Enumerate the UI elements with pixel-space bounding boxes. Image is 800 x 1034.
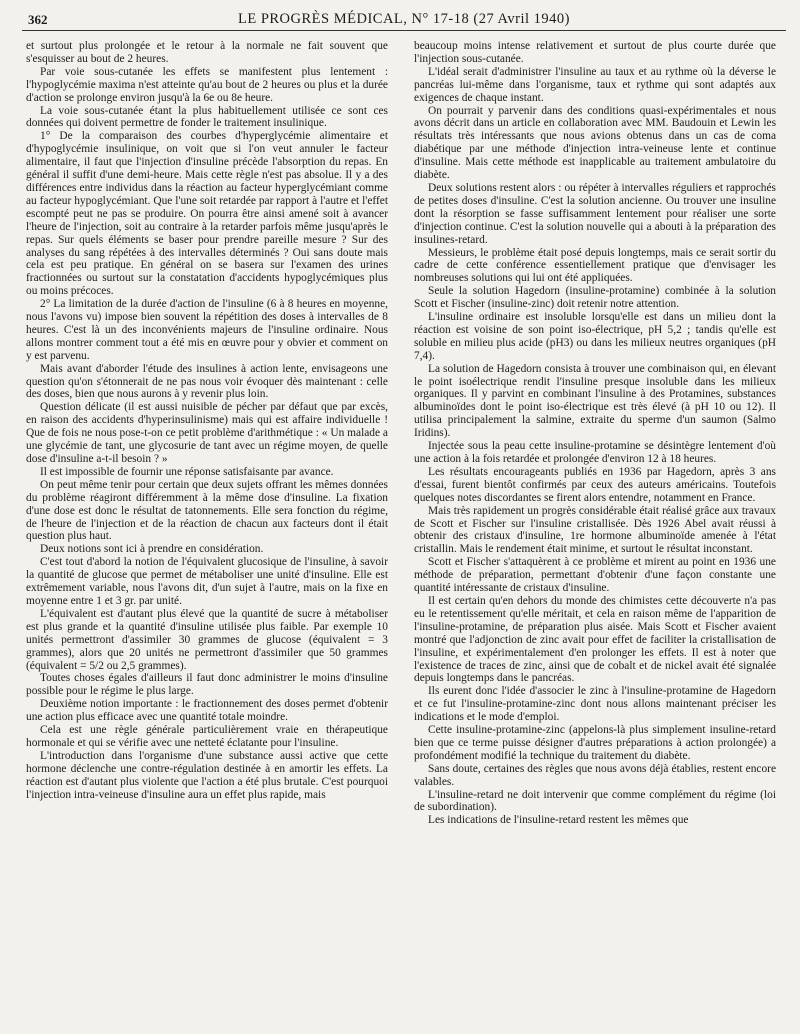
paragraph: On pourrait y parvenir dans des conditions quasi-expérimentales et nous avons décrit dans un article en collaboration avec MM. Baudouin et Lewin les résultats très intéressants que nous avions obtenus dans un cas de coma diabétique par une méthode d'injection intra-veineuse lente et continue d'insuline. Mais cette méthode est inapplicable au traitement ambulatoire du diabète. <box>414 104 776 182</box>
paragraph: Scott et Fischer s'attaquèrent à ce problème et mirent au point en 1936 une méthode de préparation, permettant d'obtenir d'une façon constante une quantité intéressante de cristaux d'insuline. <box>414 556 776 595</box>
paragraph: Deuxième notion importante : le fractionnement des doses permet d'obtenir une action plus efficace avec une quantité totale moindre. <box>26 698 388 724</box>
paragraph: Mais très rapidement un progrès considérable était réalisé grâce aux travaux de Scott et Fischer sur l'insuline cristallisée. Dès 1926 Abel avait réussi à obtenir des cristaux d'insuline, 1re hormone albuminoïde amenée à l'état cristallin. Mais le rendement était minime, et surtout le résultat inconstant. <box>414 504 776 556</box>
paragraph: L'insuline-retard ne doit intervenir que comme complément du régime (loi de subordination). <box>414 788 776 814</box>
paragraph: La solution de Hagedorn consista à trouver une combinaison qui, en élevant le point isoélectrique rendit l'insuline presque insoluble dans les milieux organiques. Il y parvint en combinant l'insuline à des Protamines, substances albuminoïdes dont le point iso-électrique est très élevé (à pH 10 ou 12). Il utilisa principalement la salmine, extraite du sperme d'un saumon (Salmo Iridins). <box>414 362 776 440</box>
paragraph: Les résultats encourageants publiés en 1936 par Hagedorn, après 3 ans d'essai, furent bientôt confirmés par ceux des auteurs américains. Toutefois quelques notes discordantes se firent alors entendre, notamment en France. <box>414 465 776 504</box>
paragraph: L'insuline ordinaire est insoluble lorsqu'elle est dans un milieu dont la réaction est voisine de son point iso-électrique, pH 5,2 ; tandis qu'elle est soluble en milieu plus acide (pH3) ou dans les milieux neutres organiques (pH 7,4). <box>414 311 776 362</box>
paragraph: Mais avant d'aborder l'étude des insulines à action lente, envisageons une question qu'on s'étonnerait de ne pas nous voir évoquer dès maintenant : celle des doses, bien que nous aurons à y revenir plus loin. <box>26 362 388 401</box>
paragraph: Deux notions sont ici à prendre en considération. <box>40 543 264 556</box>
paragraph: Les indications de l'insuline-retard restent les mêmes que <box>428 814 689 827</box>
paragraph: 2° La limitation de la durée d'action de l'insuline (6 à 8 heures en moyenne, nous l'avons vu) impose bien souvent la répétition des doses à intervalles de 8 heures. C'est là un des inconvénients majeurs de l'insuline ordinaire. Nous allons montrer comment tout a été mis en œuvre pour y obvier et comment on y est parvenu. <box>26 298 388 362</box>
paragraph: Par voie sous-cutanée les effets se manifestent plus lentement : l'hypoglycémie maxima n'est atteinte qu'au bout de 2 heures ou plus et la durée d'action se prolonge environ jusqu'à la 6e ou 8e heure. <box>26 65 388 104</box>
paragraph: Il est impossible de fournir une réponse satisfaisante par avance. <box>40 465 334 478</box>
paragraph: Cela est une règle générale particulièrement vraie en thérapeutique hormonale et qui se vérifie avec une netteté éclatante pour l'insuline. <box>26 724 388 749</box>
paragraph: Messieurs, le problème était posé depuis longtemps, mais ce serait sortir du cadre de cette conférence essentiellement pratique que d'envisager les nombreuses solutions qui lui ont été appliquées. <box>414 246 776 285</box>
paragraph: Sans doute, certaines des règles que nous avons déjà établies, restent encore valables. <box>414 762 776 788</box>
paragraph: On peut même tenir pour certain que deux sujets offrant les mêmes données du problème réagiront différemment à la même dose d'insuline. La fixation d'une dose est donc le résultat de tatonnements. Elle sera fonction du régime, de l'heure de l'injection et de la réaction de chacun aux facteurs dont il était question plus haut. <box>26 478 388 543</box>
left-column <box>26 40 388 1030</box>
page-number: 362 <box>28 12 48 27</box>
paragraph: Ils eurent donc l'idée d'associer le zinc à l'insuline-protamine de Hagedorn et ce fut l'insuline-protamine-zinc dont nous allons maintenant préciser les indications et le mode d'emploi. <box>414 685 776 724</box>
paragraph: L'équivalent est d'autant plus élevé que la quantité de sucre à métaboliser est plus grande et la quantité d'insuline utilisée plus faible. Par exemple 10 unités permettront d'assimiler 30 grammes de glucose (équivalent = 3 grammes), alors que 20 unités ne permettront d'assimiler que 50 grammes (équivalent = 5/2 ou 2,5 grammes). <box>26 607 388 672</box>
running-title: LE PROGRÈS MÉDICAL, N° 17-18 (27 Avril 1940) <box>237 11 571 27</box>
paragraph: Injectée sous la peau cette insuline-protamine se désintègre lentement d'où une action à la fois retardée et prolongée d'environ 12 à 18 heures. <box>414 440 776 465</box>
paragraph: Toutes choses égales d'ailleurs il faut donc administrer le moins d'insuline possible pour le régime le plus large. <box>26 672 388 698</box>
paragraph: L'introduction dans l'organisme d'une substance aussi active que cette hormone déclenche une contre-régulation destinée à en amortir les effets. La réaction est d'autant plus violente que l'action a été plus brutale. C'est pourquoi l'injection intra-veineuse d'insuline aura un effet plus rapide, mais <box>26 749 388 801</box>
paragraph: L'idéal serait d'administrer l'insuline au taux et au rythme où la déverse le pancréas lui-même dans l'organisme, taux et rythme qui sont adaptés aux exigences de chaque instant. <box>414 65 776 104</box>
paragraph: Cette insuline-protamine-zinc (appelons-là plus simplement insuline-retard bien que ce terme puisse désigner d'autres préparations à action prolongée) a profondément modifié la technique du traitement du diabète. <box>414 724 776 762</box>
paragraph: 1° De la comparaison des courbes d'hyperglycémie alimentaire et d'hypoglycémie insulinique, on voit que si l'on veut annuler le facteur alimentaire, il faut que l'injection d'insuline précède l'absorption du repas. En général il suffit d'une demi-heure. Mais cette règle n'est pas absolue. Il y a des différences entre individus dans la réaction au facteur hyperglycémiant comme au facteur hypoglycémiant. Que l'une soit retardée par rapport à l'autre et l'effet escompté peut ne pas se produire. On pourra être ainsi amené soit à avancer l'heure de l'injection, soit au contraire à la retarder parfois même jusqu'après le repas. Sur quels éléments se baser pour prendre pareille mesure ? Sur des analyses du sang répétées à des intervalles déterminés ? Oui sans doute mais cela est peu pratique. En général on se basera sur l'examen des urines fractionnées ou surtout sur la constatation d'accidents hypoglycémiques plus ou moins précoces. <box>26 130 388 298</box>
paragraph: beaucoup moins intense relativement et surtout de plus courte durée que l'injection sous-cutanée. <box>414 40 776 65</box>
paragraph: Seule la solution Hagedorn (insuline-protamine) combinée à la solution Scott et Fischer (insuline-zinc) doit retenir notre attention. <box>414 285 776 311</box>
paragraph: Il est certain qu'en dehors du monde des chimistes cette découverte n'a pas eu le retentissement qu'elle méritait, et cela en raison même de l'apparition de l'insuline-protamine, de préparation plus aisée. Mais Scott et Fischer avaient montré que l'adjonction de zinc avait pour effet de faciliter la cristallisation de l'insuline, et expérimentalement d'en prolonger les effets. Il est à noter que l'existence de traces de zinc, ainsi que de cobalt et de nickel avait été signalée depuis longtemps dans le pancréas. <box>414 594 776 685</box>
paragraph: La voie sous-cutanée étant la plus habituellement utilisée ce sont ces données qui doivent permettre de fonder le traitement insulinique. <box>26 104 388 130</box>
running-header <box>22 10 786 31</box>
paragraph: C'est tout d'abord la notion de l'équivalent glucosique de l'insuline, à savoir la quantité de glucose que permet de métaboliser une unité d'insuline. Elle est extrêmement variable, nous l'avons dit, d'un sujet à l'autre, mais on la fixe en moyenne entre 1 et 3 gr. par unité. <box>26 556 388 607</box>
right-column <box>414 40 776 1030</box>
paragraph: et surtout plus prolongée et le retour à la normale ne fait souvent que s'esquisser au bout de 2 heures. <box>26 40 388 65</box>
paragraph: Deux solutions restent alors : ou répéter à intervalles réguliers et rapprochés de petites doses d'insuline. C'est la solution ancienne. Ou trouver une insuline dont la résorption se fasse suffisamment lentement pour réaliser une sorte d'injection continue. C'est la solution nouvelle qui a abouti à la préparation des insulines-retard. <box>414 181 776 246</box>
paragraph: Question délicate (il est aussi nuisible de pécher par défaut que par excès, en raison des accidents d'hyperinsulinisme) mais qui est affaire individuelle ! Que de fois ne nous pose-t-on ce petit problème d'arithmétique : « Un malade a une glycémie de tant, une glycosurie de tant avec un régime moyen, de quelle dose d'insuline a-t-il besoin ? » <box>26 401 388 465</box>
